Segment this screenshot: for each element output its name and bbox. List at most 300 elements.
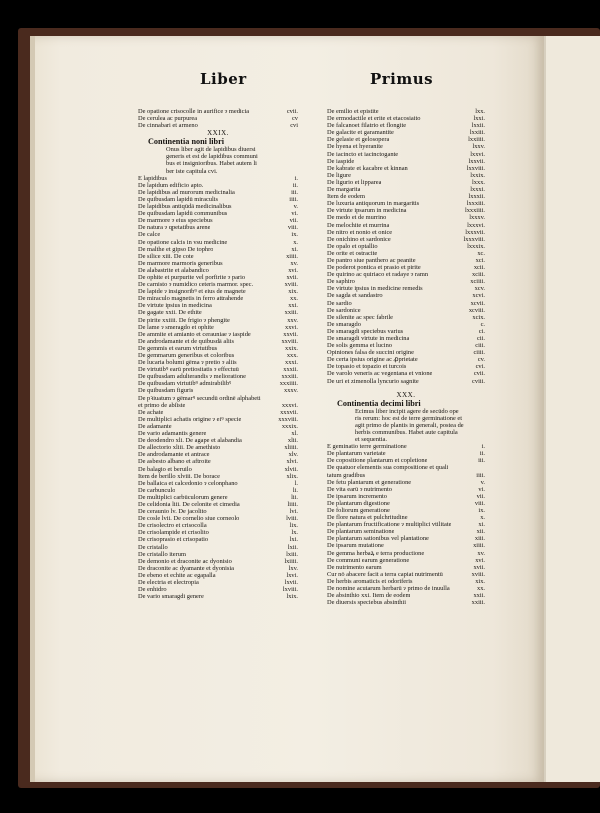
chapter-number: lxxv. [472, 143, 485, 151]
chapter-entry [138, 281, 298, 288]
chapter-title: De plantarum varietate [327, 450, 386, 458]
chapter-title: De melochite et murrina [327, 221, 390, 229]
chapter-number: xxviii. [281, 337, 298, 345]
chapter-number: l. [294, 479, 298, 487]
chapter-number: cvi. [475, 363, 485, 371]
chapter-entry [327, 229, 485, 236]
chapter-title: De quibusdam lapidū miraculis [138, 195, 219, 203]
chapter-number: cii. [477, 335, 485, 342]
chapter-title: De natura ɂ ɋpetatibus arene [138, 224, 211, 232]
chapter-number: xxi. [288, 302, 298, 310]
chapter-number: xxx. [286, 352, 298, 359]
chapter-number: vi. [291, 210, 298, 218]
chapter-number: iiii. [289, 195, 298, 203]
chapter-title: De cristallo iterum [138, 550, 186, 558]
chapter-title: De vario smaragdi genere [138, 593, 204, 601]
chapter-number: xiiii. [473, 542, 485, 550]
chapter-entry [327, 122, 485, 129]
chapter-entry [327, 214, 485, 221]
chapter-entry [138, 231, 298, 238]
chapter-entry [327, 500, 485, 507]
chapter-number: xc. [477, 249, 485, 257]
running-header-right: Primus [370, 70, 434, 88]
chapter-number: xcvii. [470, 299, 485, 307]
chapter-entry [138, 579, 298, 586]
chapter-number: xxxviii. [278, 415, 298, 423]
chapter-entry [138, 593, 298, 600]
chapter-title: De topasio et topazio et turcois [327, 363, 407, 371]
chapter-title: De cristallo [138, 543, 168, 551]
chapter-entry [327, 179, 485, 186]
chapter-title: De ammite et amianto et cerauniae ɂ iaspide [138, 330, 251, 338]
chapter-entry [138, 586, 298, 593]
facing-page-edge [544, 36, 600, 782]
chapter-number: x. [480, 514, 485, 522]
chapter-entry [327, 571, 485, 578]
chapter-title: De fetu plantarum et generatione [327, 478, 412, 486]
chapter-title: De crisolampide et crisolito [138, 529, 209, 537]
chapter-number: xl. [291, 430, 298, 438]
chapter-title: De ermodactile et erite et etacosiaito [327, 115, 421, 123]
chapter-title: De multiplici carbūculorum genere [138, 493, 228, 501]
chapter-title: De vario adamantis genere [138, 430, 207, 438]
chapter-number: xxxvi. [281, 401, 298, 409]
chapter-number: xcviii. [468, 306, 485, 314]
chapter-title: De ballaica et calcedonio ɂ celonphano [138, 479, 238, 487]
chapter-entry [327, 528, 485, 535]
chapter-entry [138, 416, 298, 423]
chapter-title: De nutrimento earum [327, 563, 382, 571]
chapter-number: lxviii. [282, 586, 298, 594]
chapter-entry [138, 487, 298, 494]
section-number-right: XXX. [396, 390, 416, 399]
chapter-title: De communi earum generatione [327, 556, 410, 564]
chapter-entry [138, 295, 298, 302]
chapter-number: iii. [478, 457, 485, 465]
chapter-entry [138, 324, 298, 331]
chapter-entry [327, 300, 485, 307]
chapter-number: xcv. [474, 285, 485, 293]
chapter-title: De marmore ɂ eius speciebus [138, 217, 213, 225]
chapter-number: liiii. [287, 500, 298, 508]
section-title-right: Continentia decimi libri [337, 398, 421, 408]
chapter-entry [138, 122, 298, 129]
chapter-title: De solis gemma et lucino [327, 342, 392, 350]
chapter-entry [138, 466, 298, 473]
chapter-title: De opalo et optallio [327, 242, 378, 250]
chapter-entry [138, 260, 298, 267]
chapter-title: De quibusdam virtutibꝰ admirabilibꝰ [138, 380, 232, 388]
chapter-entry [327, 143, 485, 150]
chapter-number: xciiii. [470, 278, 485, 286]
chapter-number: lxxxviii. [463, 235, 485, 243]
intro-line: Ecimus liber incipit agere de secūdo ope [355, 407, 459, 415]
chapter-entry [138, 458, 298, 465]
chapter-title: De pantro siue panthero ac peanite [327, 256, 416, 264]
chapter-title: De iaspide [327, 157, 355, 165]
chapter-number: lviii. [286, 515, 298, 523]
chapter-number: xxvi. [285, 323, 298, 331]
intro-line: herbis communibus. Habet aute capitula [355, 428, 458, 436]
right-chapter-list [327, 443, 485, 606]
chapter-number: xxxvii. [280, 408, 298, 416]
chapter-title: De silice xiii. De cote [138, 252, 194, 260]
chapter-number: cv [291, 115, 298, 123]
chapter-title: De pirite xxiiii. De frigio ɂ phengite [138, 316, 230, 324]
chapter-entry [138, 473, 298, 480]
chapter-number: xxxi. [285, 359, 298, 367]
chapter-number: cvii. [286, 108, 298, 115]
chapter-number: vi. [478, 485, 485, 493]
chapter-entry [327, 479, 485, 486]
chapter-number: xxv. [287, 316, 298, 324]
chapter-number: xvii. [473, 563, 485, 571]
chapter-number: v. [293, 203, 298, 211]
chapter-entry [138, 444, 298, 451]
chapter-title: De electria et electropia [138, 579, 199, 586]
chapter-title: De quibusdam adulterandis ɂ melioratione [138, 373, 246, 381]
chapter-title: De silenite ac spec fabrile [327, 313, 394, 321]
chapter-title: De smaragdo [327, 320, 361, 328]
chapter-number: xci. [475, 256, 485, 264]
chapter-entry [327, 243, 485, 250]
chapter-title: De sardio [327, 299, 352, 307]
chapter-title: De deodendro xli. De agape et alabandia [138, 437, 242, 445]
chapter-title: De poderot pontica et prasio et pirite [327, 264, 421, 272]
intro-line: agit primo de plantis in generali, postea de [355, 421, 464, 429]
chapter-number: cvi [290, 122, 298, 130]
chapter-entry [327, 550, 485, 557]
chapter-title: De plantarum digestione [327, 499, 390, 507]
chapter-number: lxxxi. [470, 186, 485, 194]
chapter-title: De ipsarum incremento [327, 492, 387, 500]
chapter-title: De androdamante et antrace [138, 451, 210, 459]
chapter-entry [327, 200, 485, 207]
chapter-title: De virtute ipsarum in medicina [327, 207, 407, 215]
chapter-number: lxxvi. [470, 150, 485, 158]
chapter-number: x. [293, 238, 298, 246]
chapter-number: cviii. [472, 377, 485, 385]
chapter-title: De cerulea ac purpurea [138, 115, 198, 123]
chapter-number: lvi. [289, 508, 298, 516]
chapter-entry [138, 217, 298, 224]
chapter-number: iiii. [476, 471, 485, 479]
chapter-title: E geminatio terre germinatione [327, 443, 407, 451]
chapter-title: De cinnabari et armeno [138, 122, 198, 130]
chapter-title: De ipsarum mutatione [327, 542, 384, 550]
chapter-title: De lapidum edificio apto. [138, 181, 204, 189]
chapter-title: De cosle lvii. De cornelio siue corneolo [138, 515, 240, 523]
chapter-entry [138, 522, 298, 529]
intro-line: bus et insignioribus. Habet autem li [166, 160, 257, 168]
chapter-title: De onichino et sardonice [327, 235, 391, 243]
chapter-entry [327, 464, 485, 471]
chapter-entry [327, 378, 485, 385]
chapter-title: De sardonice [327, 306, 361, 314]
chapter-title: Item de eodem [327, 193, 365, 201]
chapter-title: De ebeno et echite ac egapalla [138, 571, 216, 579]
chapter-number: xxxiiii. [279, 380, 298, 388]
chapter-title: De lucaria bolumi gēma ɂ pretio ɂ aliis [138, 359, 237, 367]
chapter-number: lxxxv. [469, 214, 485, 222]
chapter-number: xv. [290, 259, 298, 267]
chapter-entry [138, 366, 298, 373]
chapter-number: ci. [478, 327, 485, 335]
chapter-title: De enhidro [138, 586, 167, 594]
chapter-number: ciiii. [473, 349, 485, 357]
chapter-number: vii. [289, 217, 298, 225]
chapter-number: xiii. [474, 535, 485, 543]
section-title-left: Continentia noni libri [148, 137, 224, 147]
chapter-entry [327, 472, 485, 479]
chapter-title: et primo de abſiste [138, 401, 186, 409]
chapter-entry [327, 165, 485, 172]
chapter-number: xciii. [472, 271, 485, 279]
chapter-title: De lapidibus ad murorum medicinalia [138, 188, 235, 196]
chapter-number: xlii. [287, 437, 298, 445]
chapter-entry [327, 599, 485, 606]
intro-line: ber iste capitula cvi. [166, 167, 218, 175]
chapter-entry [138, 373, 298, 380]
chapter-title: De iacincto et iacinctogante [327, 150, 399, 158]
chapter-title: De gelasie et gelosopera [327, 136, 390, 144]
chapter-entry [138, 451, 298, 458]
chapter-title: De gemmis et earum virtutibus [138, 344, 218, 352]
chapter-entry [138, 345, 298, 352]
chapter-number: xx. [477, 585, 485, 592]
chapter-title: De multiplici achatis origine ɂ eiꝰ specie [138, 415, 242, 423]
chapter-title: De kabrate et kacabre et kinnan [327, 164, 408, 172]
chapter-number: lx. [291, 529, 298, 537]
chapter-entry [138, 494, 298, 501]
chapter-number [294, 395, 298, 402]
chapter-entry [327, 292, 485, 299]
chapter-entry [138, 175, 298, 182]
chapter-entry [327, 514, 485, 521]
chapter-entry [138, 246, 298, 253]
chapter-entry [138, 274, 298, 281]
chapter-title: De opatione calcis in vsu medicine [138, 238, 228, 246]
chapter-entry [138, 572, 298, 579]
chapter-entry [138, 480, 298, 487]
chapter-title: De flore natura et pulchritudine [327, 514, 408, 522]
chapter-title: De quibusdam figuris [138, 387, 194, 395]
chapter-number: ii. [292, 181, 298, 189]
section-number-left: XXIX. [207, 129, 229, 138]
chapter-title: De plantarum seminatione [327, 528, 395, 536]
chapter-title: De falcanoet filatrio et flongite [327, 122, 407, 130]
chapter-entry [327, 108, 485, 115]
chapter-number: lxxiii. [469, 129, 485, 137]
chapter-entry [327, 158, 485, 165]
chapter-title: De gemma herbaꝝ e terra productione [327, 549, 425, 557]
chapter-title: De certa ipsius origine ac ꝓprietate [327, 356, 418, 364]
chapter-title: De quatuor elementis sua compositione et quali [327, 464, 449, 472]
left-column [138, 108, 298, 600]
chapter-title: De alabastrite et alabandico [138, 266, 209, 274]
chapter-entry [327, 264, 485, 271]
chapter-entry [138, 239, 298, 246]
chapter-number: lxxxix. [467, 242, 485, 250]
chapter-entry [327, 535, 485, 542]
chapter-entry [138, 210, 298, 217]
chapter-entry [138, 359, 298, 366]
chapter-entry [138, 253, 298, 260]
left-top-entries [138, 108, 298, 129]
right-column [327, 108, 485, 606]
chapter-title: De hyena et hyeranite [327, 143, 383, 151]
chapter-title: De lapidibus antiqūdā medicinalibus [138, 203, 232, 211]
chapter-number [481, 464, 485, 471]
chapter-number: lxxi. [473, 115, 485, 123]
chapter-number: ii. [479, 450, 485, 458]
chapter-entry [327, 363, 485, 370]
chapter-number: xxiii. [471, 599, 485, 607]
chapter-entry [327, 349, 485, 356]
chapter-entry [327, 592, 485, 599]
chapter-number: lxi. [289, 536, 298, 544]
chapter-title: De celidonia liii. De celonite et cimedia [138, 500, 240, 508]
chapter-entry [138, 409, 298, 416]
chapter-title: De virtute ipsius in medicina [138, 302, 212, 310]
chapter-title: De lame ɂ smeragdo et ophite [138, 323, 214, 331]
chapter-title: De ligurio et lipparea [327, 178, 382, 186]
chapter-title: De margarita [327, 186, 361, 194]
chapter-entry [327, 443, 485, 450]
chapter-title: De carbunculo [138, 486, 176, 494]
chapter-title: De pꝛiuatum ɂ gēmarꝰ secundū ordinē alphabeti [138, 394, 261, 402]
chapter-number: lxv. [288, 564, 298, 572]
chapter-entry [327, 457, 485, 464]
chapter-entry [138, 302, 298, 309]
chapter-entry [327, 222, 485, 229]
chapter-entry [327, 356, 485, 363]
chapter-entry [138, 115, 298, 122]
chapter-number: xix. [475, 577, 485, 585]
chapter-entry [138, 515, 298, 522]
chapter-number: li. [292, 486, 298, 494]
chapter-number: xxiii. [284, 309, 298, 317]
chapter-title: De malthe et gipso De tophro [138, 245, 214, 253]
chapter-title: De ophite et purpurite vel porfirite ɂ pario [138, 273, 246, 281]
chapter-title: De crisolectro et crisocolla [138, 522, 207, 530]
chapter-title: De ceraunio lv. De jacolito [138, 508, 207, 516]
chapter-entry [138, 430, 298, 437]
chapter-number: xvi. [288, 266, 298, 274]
chapter-number: lxxx. [472, 178, 485, 186]
chapter-entry [327, 129, 485, 136]
chapter-number: xv. [477, 549, 485, 557]
chapter-entry [327, 257, 485, 264]
book-intro-paragraph-left [138, 146, 298, 174]
chapter-number: i. [481, 443, 485, 451]
chapter-title: De quibusdam lapidū communibus [138, 210, 228, 218]
chapter-entry [327, 151, 485, 158]
chapter-title: De saphiro [327, 278, 355, 286]
chapter-number: lix. [289, 522, 298, 530]
chapter-number: lxxix. [470, 171, 485, 179]
chapter-title: De opatione crisocolle in aurifice ɂ medicia [138, 108, 250, 115]
chapter-title: De gagate xxii. De ethite [138, 309, 202, 317]
chapter-entry [138, 437, 298, 444]
chapter-entry [138, 108, 298, 115]
intro-line: Onus liber agit de lapidibus diuersi [166, 146, 256, 154]
chapter-title: De calce [138, 231, 161, 239]
chapter-number: xi. [478, 521, 485, 529]
chapter-number: xxix. [285, 344, 298, 352]
intro-line: ris rerum: hoc est de terre germinatione et [355, 414, 462, 422]
chapter-number: lxxviii. [466, 164, 485, 172]
chapter-entry [327, 285, 485, 292]
running-header-left: Liber [200, 70, 247, 88]
chapter-entry [327, 172, 485, 179]
chapter-entry [138, 309, 298, 316]
chapter-number: xxxiii. [281, 373, 298, 381]
chapter-number: iii. [291, 188, 298, 196]
page-gutter [30, 36, 35, 782]
chapter-entry [327, 493, 485, 500]
chapter-title: De nitro et nonio et onice [327, 228, 393, 236]
chapter-entry [138, 529, 298, 536]
chapter-title: De absinthio xxi. Item de eodem [327, 592, 411, 600]
chapter-number: c. [480, 320, 485, 328]
chapter-entry [327, 314, 485, 321]
chapter-number: lxxxvii. [465, 228, 485, 236]
chapter-number: lxxxvi. [467, 221, 485, 229]
chapter-entry [327, 507, 485, 514]
left-chapter-list [138, 175, 298, 601]
chapter-entry [138, 402, 298, 409]
chapter-number: ciii. [475, 342, 485, 350]
chapter-entry [138, 423, 298, 430]
chapter-number: xii. [476, 528, 485, 536]
chapter-entry [327, 578, 485, 585]
chapter-number: v. [480, 478, 485, 486]
chapter-entry [327, 486, 485, 493]
chapter-number: xvii. [286, 273, 298, 281]
chapter-number: lxx. [475, 108, 485, 115]
chapter-entry [327, 564, 485, 571]
intro-line: generis et est de lapidibus communi [166, 153, 258, 161]
chapter-entry [138, 203, 298, 210]
chapter-entry [138, 551, 298, 558]
chapter-entry [138, 224, 298, 231]
chapter-number: lxix. [286, 593, 298, 601]
chapter-entry [327, 186, 485, 193]
chapter-number: xxxii. [283, 366, 298, 374]
chapter-entry [327, 236, 485, 243]
chapter-title: De adamante [138, 422, 172, 430]
chapter-entry [138, 565, 298, 572]
chapter-number: xx. [290, 295, 298, 303]
chapter-entry [138, 501, 298, 508]
chapter-entry [138, 380, 298, 387]
chapter-number: xi. [291, 245, 298, 253]
chapter-title: De allectorio xliii. De amethisto [138, 444, 221, 452]
book-intro-paragraph-right [327, 408, 485, 443]
chapter-number: xlix. [286, 472, 298, 480]
chapter-title: Item de berillo xlviii. De borace [138, 472, 220, 480]
chapter-entry [138, 544, 298, 551]
chapter-number: xxii. [473, 592, 485, 600]
chapter-number: lxxii. [471, 122, 485, 130]
chapter-title: De lapide ɂ insignoribꝰ et eius de magnete [138, 288, 246, 296]
chapter-title: De asbesto albano et aftroite [138, 458, 211, 466]
chapter-entry [138, 317, 298, 324]
chapter-number: lxvii. [284, 579, 298, 586]
chapter-number: viii. [474, 499, 485, 507]
chapter-entry [327, 342, 485, 349]
